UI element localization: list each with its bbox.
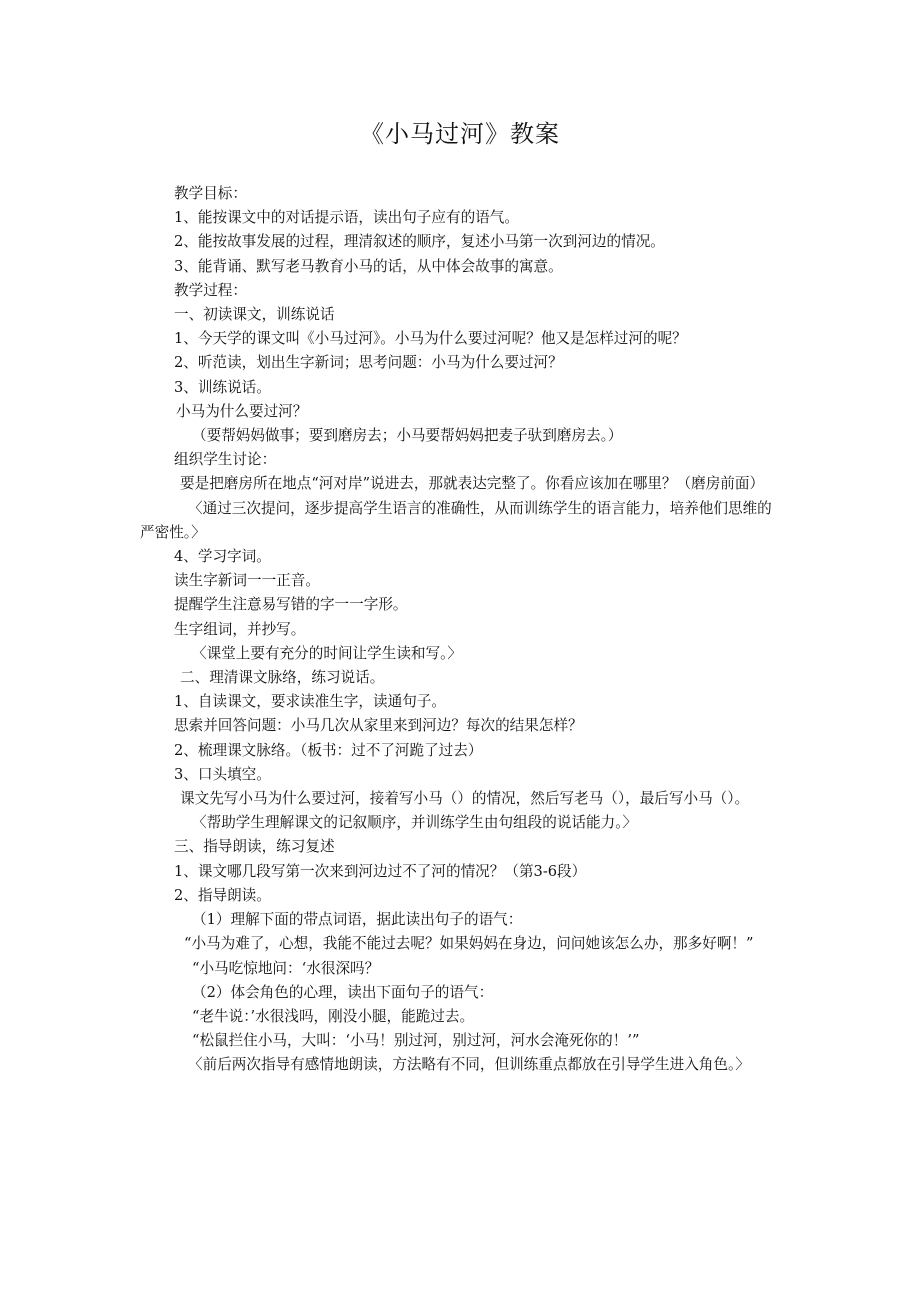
paragraph: 思索并回答问题：小马几次从家里来到河边？每次的结果怎样？ xyxy=(174,717,583,735)
document-body xyxy=(140,182,780,1078)
paragraph: 课文先写小马为什么要过河，接着写小马（）的情况，然后写老马（），最后写小马（）。 xyxy=(180,790,750,808)
paragraph: 小马为什么要过河？ xyxy=(176,402,308,420)
note: 〈帮助学生理解课文的记叙顺序，并训练学生由句组段的说话能力。〉 xyxy=(192,814,638,832)
section-heading: 三、指导朗读，练习复述 xyxy=(174,838,335,856)
paragraph: 教学目标： xyxy=(174,185,247,202)
paragraph: （1）理解下面的带点词语，据此读出句子的语气： xyxy=(192,911,523,929)
paragraph: 2、指导朗读。 xyxy=(174,886,271,904)
paragraph: 4、学习字词。 xyxy=(174,548,271,566)
paragraph: 要是把磨房所在地点“河对岸”说进去，那就表达完整了。你看应该加在哪里？（磨房前面） xyxy=(180,475,765,493)
paragraph: 生字组词，并抄写。 xyxy=(174,620,306,638)
document-title: 《小马过河》教案 xyxy=(360,120,560,148)
paragraph: 提醒学生注意易写错的字一一字形。 xyxy=(174,596,408,614)
note: 〈前后两次指导有感情地朗读，方法略有不同，但训练重点都放在引导学生进入角色。〉 xyxy=(188,1056,750,1074)
paragraph: 读生字新词一一正音。 xyxy=(174,572,320,590)
paragraph: 3、训练说话。 xyxy=(174,378,271,396)
paragraph: 2、梳理课文脉络。（板书：过不了河跪了过去） xyxy=(174,741,483,759)
note: 〈课堂上要有充分的时间让学生读和写。〉 xyxy=(192,644,462,662)
paragraph: 教学过程： xyxy=(174,281,247,299)
paragraph: （2）体会角色的心理，读出下面句子的语气： xyxy=(192,983,494,1001)
quote: “老牛说：’水很浅吗，刚没小腿，能跪过去。 xyxy=(192,1007,475,1025)
paragraph: 2、能按故事发展的过程，理清叙述的顺序，复述小马第一次到河边的情况。 xyxy=(174,233,665,251)
note: 〈通过三次提问，逐步提高学生语言的准确性，从而训练学生的语言能力，培养他们思维的严密性。〉 xyxy=(140,499,772,541)
paragraph: 3、能背诵、默写老马教育小马的话，从中体会故事的寓意。 xyxy=(174,257,563,275)
section-heading: 一、初读课文，训练说话 xyxy=(174,306,335,324)
quote: “小马为难了，心想，我能不能过去呢？如果妈妈在身边，问问她该怎么办，那多好啊！” xyxy=(184,935,754,953)
paragraph: 1、能按课文中的对话提示语，读出句子应有的语气。 xyxy=(174,209,519,227)
paragraph: 1、自读课文，要求读准生字，读通句子。 xyxy=(174,693,446,711)
paragraph: 2、听范读，划出生字新词；思考问题：小马为什么要过河？ xyxy=(174,354,563,372)
paragraph: 组织学生讨论： xyxy=(174,451,277,469)
paragraph: 1、课文哪几段写第一次来到河边过不了河的情况？（第3-6段） xyxy=(174,862,587,880)
note: （要帮妈妈做事；要到磨房去；小马要帮妈妈把麦子驮到磨房去。） xyxy=(192,427,623,445)
quote: “小马吃惊地问：‘水很深吗？ xyxy=(192,959,380,977)
quote: “松鼠拦住小马，大叫：‘小马！别过河，别过河，河水会淹死你的！’” xyxy=(192,1032,640,1050)
paragraph: 1、今天学的课文叫《小马过河》。小马为什么要过河呢？他又是怎样过河的呢？ xyxy=(174,330,687,348)
paragraph: 3、口头填空。 xyxy=(174,765,271,783)
section-heading: 二、理清课文脉络，练习说话。 xyxy=(180,669,385,687)
